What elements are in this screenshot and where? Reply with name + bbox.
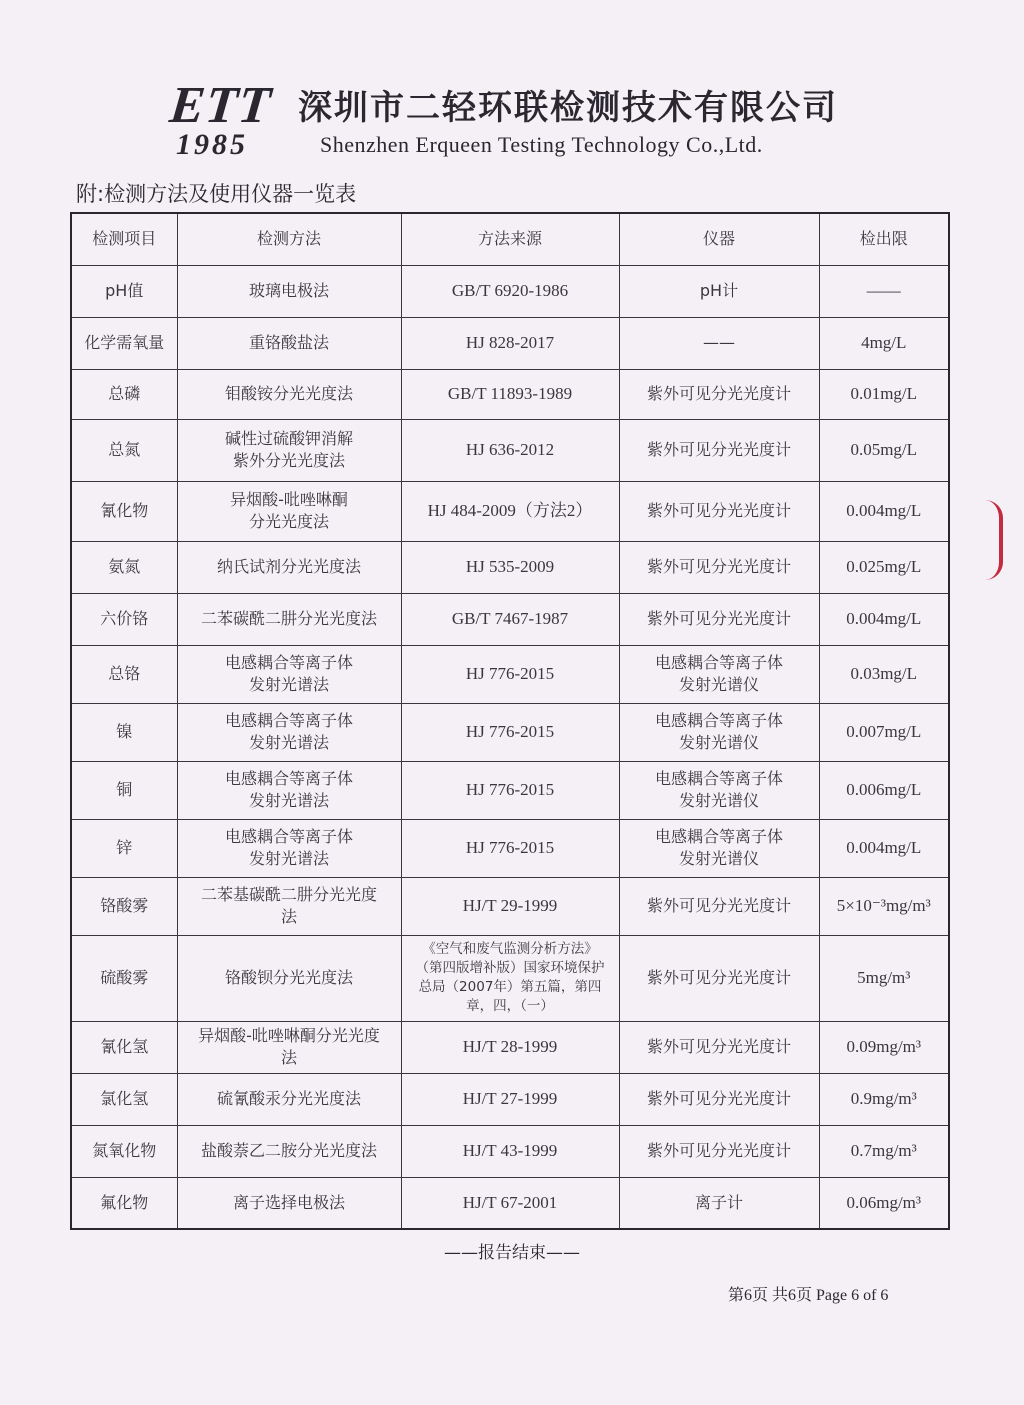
table-row bbox=[71, 703, 949, 761]
cell-item: 氯化氢 bbox=[71, 1073, 177, 1125]
cell-limit: 0.9mg/m³ bbox=[819, 1073, 949, 1125]
cell-instrument: 紫外可见分光光度计 bbox=[619, 593, 819, 645]
cell-method: 电感耦合等离子体 发射光谱法 bbox=[177, 761, 401, 819]
cell-instrument: 紫外可见分光光度计 bbox=[619, 877, 819, 935]
methods-table bbox=[70, 212, 950, 1230]
table-row bbox=[71, 1177, 949, 1229]
cell-method: 玻璃电极法 bbox=[177, 265, 401, 317]
document-subtitle: 附:检测方法及使用仪器一览表 bbox=[76, 182, 357, 206]
cell-source: GB/T 11893-1989 bbox=[401, 369, 619, 419]
cell-instrument: 紫外可见分光光度计 bbox=[619, 1021, 819, 1073]
cell-method: 异烟酸-吡唑啉酮分光光度 法 bbox=[177, 1021, 401, 1073]
table-row bbox=[71, 369, 949, 419]
cell-instrument: 紫外可见分光光度计 bbox=[619, 935, 819, 1021]
table-row bbox=[71, 317, 949, 369]
letterhead bbox=[160, 78, 880, 168]
cell-method: 铬酸钡分光光度法 bbox=[177, 935, 401, 1021]
company-logo bbox=[167, 77, 290, 161]
page-number: 第6页 共6页 Page 6 of 6 bbox=[728, 1287, 889, 1304]
header-source: 方法来源 bbox=[401, 213, 619, 265]
cell-method: 电感耦合等离子体 发射光谱法 bbox=[177, 703, 401, 761]
cell-source: HJ/T 67-2001 bbox=[401, 1177, 619, 1229]
cell-method: 硫氰酸汞分光光度法 bbox=[177, 1073, 401, 1125]
cell-limit: 0.06mg/m³ bbox=[819, 1177, 949, 1229]
cell-instrument: 电感耦合等离子体 发射光谱仪 bbox=[619, 645, 819, 703]
seal-stamp-edge bbox=[985, 500, 1003, 580]
cell-instrument: 紫外可见分光光度计 bbox=[619, 541, 819, 593]
cell-limit: 0.004mg/L bbox=[819, 819, 949, 877]
cell-instrument: 紫外可见分光光度计 bbox=[619, 1125, 819, 1177]
table-row bbox=[71, 819, 949, 877]
cell-source: HJ 636-2012 bbox=[401, 419, 619, 481]
cell-limit: 4mg/L bbox=[819, 317, 949, 369]
header-item: 检测项目 bbox=[71, 213, 177, 265]
cell-instrument: 紫外可见分光光度计 bbox=[619, 369, 819, 419]
logo-year: 1985 bbox=[176, 128, 248, 161]
cell-instrument: —— bbox=[619, 317, 819, 369]
table-row bbox=[71, 541, 949, 593]
report-end-text: ——报告结束—— bbox=[444, 1243, 580, 1263]
table-header-row bbox=[71, 213, 949, 265]
cell-item: 锌 bbox=[71, 819, 177, 877]
table-row bbox=[71, 265, 949, 317]
logo-text: ETT bbox=[167, 77, 275, 134]
table-row bbox=[71, 481, 949, 541]
header-method: 检测方法 bbox=[177, 213, 401, 265]
cell-item: 氮氧化物 bbox=[71, 1125, 177, 1177]
cell-limit: 0.006mg/L bbox=[819, 761, 949, 819]
cell-limit: 5mg/m³ bbox=[819, 935, 949, 1021]
cell-item: 铬酸雾 bbox=[71, 877, 177, 935]
cell-source: HJ 828-2017 bbox=[401, 317, 619, 369]
company-name-cn: 深圳市二轻环联检测技术有限公司 bbox=[298, 88, 838, 128]
cell-limit: 0.03mg/L bbox=[819, 645, 949, 703]
header-limit: 检出限 bbox=[819, 213, 949, 265]
cell-item: 化学需氧量 bbox=[71, 317, 177, 369]
cell-source: HJ/T 27-1999 bbox=[401, 1073, 619, 1125]
header-instrument: 仪器 bbox=[619, 213, 819, 265]
cell-source: HJ 776-2015 bbox=[401, 761, 619, 819]
cell-item: 总铬 bbox=[71, 645, 177, 703]
cell-method: 碱性过硫酸钾消解 紫外分光光度法 bbox=[177, 419, 401, 481]
cell-instrument: 离子计 bbox=[619, 1177, 819, 1229]
cell-method: 纳氏试剂分光光度法 bbox=[177, 541, 401, 593]
cell-item: 镍 bbox=[71, 703, 177, 761]
cell-item: 氰化氢 bbox=[71, 1021, 177, 1073]
cell-limit: 0.7mg/m³ bbox=[819, 1125, 949, 1177]
cell-limit: —— bbox=[819, 265, 949, 317]
cell-limit: 0.01mg/L bbox=[819, 369, 949, 419]
cell-source: HJ 776-2015 bbox=[401, 645, 619, 703]
cell-source: GB/T 6920-1986 bbox=[401, 265, 619, 317]
cell-method: 电感耦合等离子体 发射光谱法 bbox=[177, 819, 401, 877]
cell-source: HJ 484-2009（方法2） bbox=[401, 481, 619, 541]
table-row bbox=[71, 1125, 949, 1177]
cell-item: 六价铬 bbox=[71, 593, 177, 645]
cell-instrument: pH计 bbox=[619, 265, 819, 317]
cell-limit: 5×10⁻³mg/m³ bbox=[819, 877, 949, 935]
cell-limit: 0.09mg/m³ bbox=[819, 1021, 949, 1073]
cell-method: 异烟酸-吡唑啉酮 分光光度法 bbox=[177, 481, 401, 541]
cell-source: HJ 776-2015 bbox=[401, 703, 619, 761]
table-row bbox=[71, 877, 949, 935]
company-name-en: Shenzhen Erqueen Testing Technology Co.,Ltd. bbox=[320, 132, 763, 157]
table-row bbox=[71, 761, 949, 819]
table-row bbox=[71, 419, 949, 481]
cell-method: 盐酸萘乙二胺分光光度法 bbox=[177, 1125, 401, 1177]
cell-source: HJ/T 29-1999 bbox=[401, 877, 619, 935]
cell-source: HJ/T 43-1999 bbox=[401, 1125, 619, 1177]
cell-instrument: 紫外可见分光光度计 bbox=[619, 1073, 819, 1125]
cell-item: pH值 bbox=[71, 265, 177, 317]
cell-method: 重铬酸盐法 bbox=[177, 317, 401, 369]
cell-source: GB/T 7467-1987 bbox=[401, 593, 619, 645]
table-row bbox=[71, 935, 949, 1021]
table-row bbox=[71, 645, 949, 703]
cell-instrument: 电感耦合等离子体 发射光谱仪 bbox=[619, 761, 819, 819]
cell-source: HJ/T 28-1999 bbox=[401, 1021, 619, 1073]
cell-instrument: 电感耦合等离子体 发射光谱仪 bbox=[619, 703, 819, 761]
cell-item: 氰化物 bbox=[71, 481, 177, 541]
cell-item: 总氮 bbox=[71, 419, 177, 481]
cell-instrument: 紫外可见分光光度计 bbox=[619, 481, 819, 541]
cell-limit: 0.004mg/L bbox=[819, 481, 949, 541]
cell-item: 铜 bbox=[71, 761, 177, 819]
cell-instrument: 电感耦合等离子体 发射光谱仪 bbox=[619, 819, 819, 877]
cell-source: HJ 776-2015 bbox=[401, 819, 619, 877]
cell-limit: 0.007mg/L bbox=[819, 703, 949, 761]
cell-item: 氨氮 bbox=[71, 541, 177, 593]
cell-item: 氟化物 bbox=[71, 1177, 177, 1229]
cell-method: 二苯基碳酰二肼分光光度 法 bbox=[177, 877, 401, 935]
cell-item: 总磷 bbox=[71, 369, 177, 419]
cell-limit: 0.004mg/L bbox=[819, 593, 949, 645]
table-row bbox=[71, 1021, 949, 1073]
cell-method: 离子选择电极法 bbox=[177, 1177, 401, 1229]
cell-method: 钼酸铵分光光度法 bbox=[177, 369, 401, 419]
cell-limit: 0.025mg/L bbox=[819, 541, 949, 593]
table-row bbox=[71, 1073, 949, 1125]
cell-limit: 0.05mg/L bbox=[819, 419, 949, 481]
cell-method: 二苯碳酰二肼分光光度法 bbox=[177, 593, 401, 645]
cell-source: 《空气和废气监测分析方法》 （第四版增补版）国家环境保护 总局（2007年）第五篇，第四 章，四，（一） bbox=[401, 935, 619, 1021]
cell-method: 电感耦合等离子体 发射光谱法 bbox=[177, 645, 401, 703]
cell-source: HJ 535-2009 bbox=[401, 541, 619, 593]
cell-item: 硫酸雾 bbox=[71, 935, 177, 1021]
table-row bbox=[71, 593, 949, 645]
cell-instrument: 紫外可见分光光度计 bbox=[619, 419, 819, 481]
